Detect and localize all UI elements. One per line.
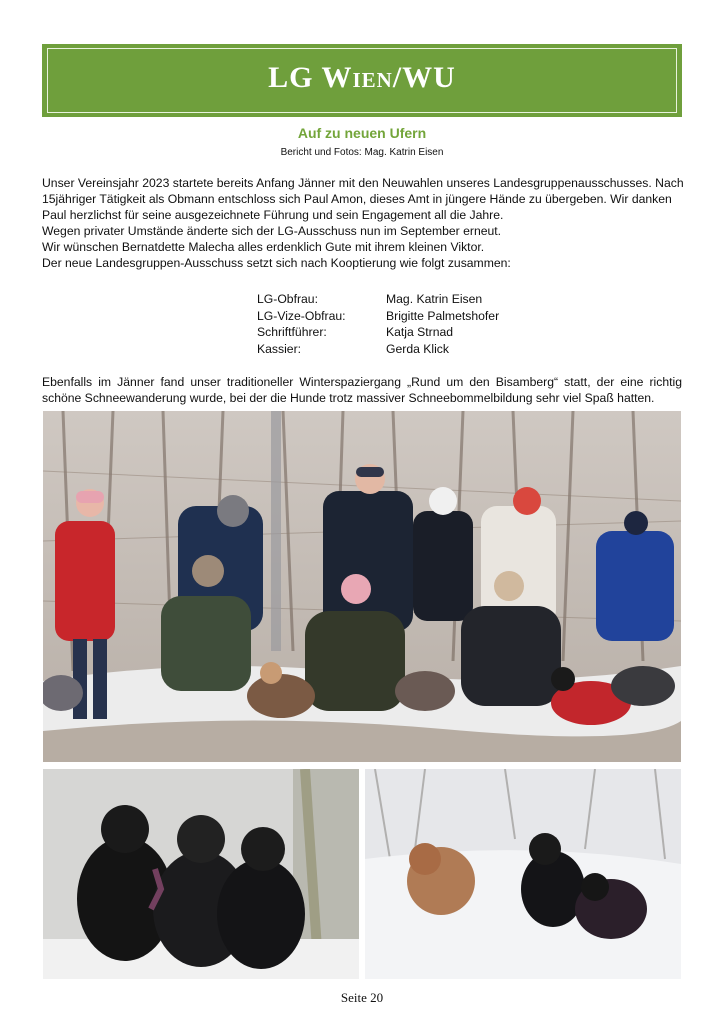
group-photo (43, 411, 681, 762)
board-member-name: Katja Strnad (386, 325, 454, 339)
intro-line: 15jähriger Tätigkeit als Obmann entschloss sich Paul Amon, dieses Amt in jüngere Hände zu übergeben. Wir danken (42, 192, 672, 206)
board-member-name: Mag. Katrin Eisen (386, 292, 483, 306)
article-credit: Bericht und Fotos: Mag. Katrin Eisen (280, 147, 444, 158)
section-title: LG Wien/WU (268, 61, 456, 94)
dogs-running-photo (365, 769, 681, 979)
spaniels-photo (43, 769, 359, 979)
intro-line: Der neue Landesgruppen-Ausschuss setzt sich nach Kooptierung wie folgt zusammen: (42, 256, 511, 270)
board-role: LG-Vize-Obfrau: (257, 308, 346, 323)
board-role: Kassier: (257, 341, 302, 356)
intro-paragraph (42, 175, 682, 271)
intro-line: Paul herzlichst für seine ausgezeichnete Führung und sein Engagement all die Jahre. (42, 208, 504, 222)
board-members-list (257, 291, 499, 357)
intro-line: Wir wünschen Bernatdette Malecha alles erdenklich Gute mit ihrem kleinen Viktor. (42, 240, 485, 254)
walk-paragraph: Ebenfalls im Jänner fand unser traditioneller Winterspaziergang „Rund um den Bisamberg“ statt, der eine richtig schöne Schneewanderung wurde, bei der die Hunde trotz massiver Schneebommelbildung sehr viel Spaß hatten. (42, 375, 682, 405)
intro-line: Wegen privater Umstände änderte sich der LG-Ausschuss nun im September erneut. (42, 224, 502, 238)
board-row (257, 308, 499, 325)
board-row (257, 324, 499, 341)
article-subtitle: Auf zu neuen Ufern (297, 125, 427, 141)
section-header-banner (42, 44, 682, 117)
intro-line: Unser Vereinsjahr 2023 startete bereits Anfang Jänner mit den Neuwahlen unseres Landesgruppenausschusses. Nach (42, 176, 684, 190)
board-member-name: Brigitte Palmetshofer (386, 308, 500, 323)
board-member-name: Gerda Klick (386, 341, 449, 356)
board-role: Schriftführer: (257, 325, 327, 339)
board-role: LG-Obfrau: (257, 292, 318, 306)
board-row (257, 291, 499, 308)
page-number: Seite 20 (340, 990, 384, 1005)
board-row (257, 341, 499, 358)
